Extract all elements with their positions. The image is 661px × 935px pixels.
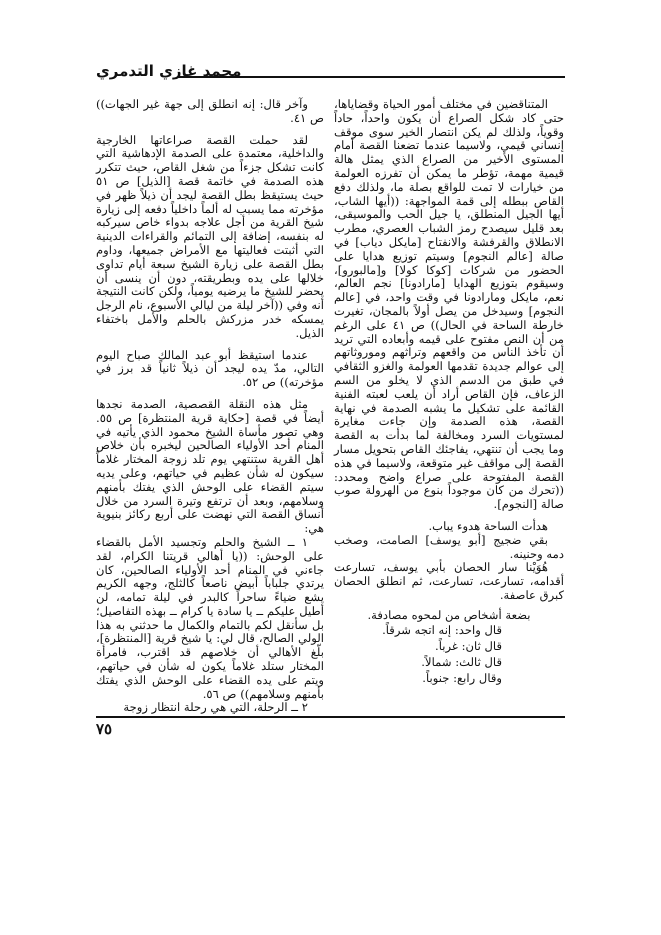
left-column bbox=[96, 98, 324, 715]
paragraph: وآخر قال: إنه انطلق إلى جهة غير الجهات)) ص ٤١. bbox=[96, 97, 324, 125]
paragraph: لقد حملت القصة صراعاتها الخارجية والداخلية، معتمدة على الصدمة الإدهاشية التي كانت تشكل جزءاً من شغل القاص، حيث تتكرر هذه الصدمة في خاتمة قصة [الذيل] ص ٥١ حيث يستيقظ بطل القصة ليجد أن ذيلاً ظهر في مؤخرته مما يسبب له ألماً داخلياً دفعه إلى زيارة شيخ القرية من أجل علاجه بدواء خاص سيركبه له بنفسه، إضافة إلى التمائم والقراءات الدينية التي أثبتت فعاليتها مع الأمراض جميعها، وداوم بطل القصة على زيارة الشيخ سبعة أيام تداوى خلالها على يده وبطريقته، دون أن ينسى أن يحضر للشيخ ما يرضيه يومياً، ولكن كانت النتيجة أنه وفي ((آخر ليلة من ليالي الأسبوع، نام الرجل يمسكه خدر مزركش بالحلم والأمل باختفاء الذيل. bbox=[96, 132, 324, 340]
centered-line: بضعة أشخاص من لمحوه مصادفة. bbox=[367, 607, 531, 622]
dialogue-line: قال واحد: إنه اتجه شرقاً. bbox=[382, 623, 502, 638]
quote-line: هدأت الساحة هدوء يباب. bbox=[428, 518, 548, 533]
dialogue-line: قال ثالث: شمالاً. bbox=[421, 655, 502, 670]
paragraph: عندما استيقظ أبو عبد المالك صباح اليوم التالي، مدّ يده ليجد أن ذيلاً ثانياً قد برز في مؤخرته)) ص ٥٢. bbox=[96, 347, 324, 390]
paragraph: مثل هذه النقلة القصصية، الصدمة نجدها أيضاً في قصة [حكاية قرية المنتظرة] ص ٥٥. وهي تصور مأساة الشيخ محمود الذي يأتيه في المنام أحد الأولياء الصالحين ليخبره بأن خلاص أهل القرية ستنتهي يوم تلد زوجة المختار غلاماً سيكون له شأن عظيم في حياتهم، وعلى يديه سيتم القضاء على الوحش الذي يفتك بأمنهم وسلامهم، وبعد أن ترتفع وتيرة السرد من خلال أنساق القصة التي نهضت على أربع ركائز بنيوية هي: bbox=[96, 396, 324, 536]
footer-rule bbox=[96, 716, 565, 718]
page-number: ٧٥ bbox=[96, 720, 113, 738]
quote-line: هُوَيْنا سار الحصان بأبي يوسف، تسارعت أقدامه، تسارعت، تسارعت، ثم انطلق الحصان كبرق عاصفة. bbox=[334, 560, 564, 602]
dialogue-line: وقال رابع: جنوباً. bbox=[422, 670, 502, 685]
dialogue-line: قال ثان: غرباً. bbox=[435, 639, 502, 654]
right-column bbox=[334, 98, 564, 686]
quote-line: بقي ضجيج [أبو يوسف] الصامت، وصخب دمه وحنينه. bbox=[334, 532, 564, 561]
paragraph: المتناقضين في مختلف أمور الحياة وقضاياها، حتى كاد شكل الصراع أن يكون واحداً، حاداً وقوياً، ولذلك لم يكن انتصار الخير سوى موقف إنساني قيمي، ولاسيما عندما تضعنا القصة أمام المستوى الأخير من الصراع الذي يمثل هالة قيمية مهمة، تؤطر ما يمكن أن تفرزه العولمة من خيارات لا تمت للواقع بصلة ما، ولذلك دفع القاص ببطله إلى قمة المواجهة: ((أيها الشاب، أيها الجيل المنطلق، يا جيل الحب والموسيقى، بعد قليل سيصدح رمز الشباب العصري، مطرب الانطلاق والقرفشة والانفتاح [مايكل دياب] في صالة [عالم النجوم] وسيتم توزيع هدايا على الحضور من شركات [كوكا كولا] و[مالبورو]، وسيقوم بتوزيع الهدايا [مارادونا] نجم العالم، نعم، مايكل ومارادونا في وقت واحد، في [عالم النجوم] وسيدخل من يصل أولاً بالمجان، تغيرت خارطة الساحة في الحال)) ص ٤١ على الرغم من أن النص مفتوح على قيمه وأبعاده التي تريد أن تأخذ الناس من واقعهم وتراثهم وموروثاتهم إلى عوالم جديدة تقدمها العولمة والغزو الثقافي في طبق من الدسم الذي لا يخلو من السم الزعاف، فإن القاص أراد أن يلعب لعبته الفنية القائمة على تشكيل ما يشبه الصدمة في نهاية القصة، هذه الصدمة وإن جاءت مغايرة لمستويات السرد ومخالفة لما بدأت به القصة وما يجب أن تنتهي، يفاجئك القاص بتحويل مسار القصة إلى مواقف غير متوقعة، ولاسيما في هذه القصة المفتوحة على صراع واضح ومحدد: ((تحرك من كان موجوداً بنوع من الهرولة صوب صالة [النجوم]. bbox=[334, 97, 564, 512]
author-name: محمد غازي التدمري bbox=[96, 62, 242, 80]
paragraph: ٢ ــ الرحلة، التي هي رحلة انتظار زوجة bbox=[123, 700, 308, 715]
paragraph: ١ ــ الشيخ والحلم وتجسيد الأمل بالقضاء على الوحش: ((يا أهالي قريتنا الكرام، لقد جاءني في المنام أحد الأولياء الصالحين، كان يرتدي جلباباً أبيض ناصعاً كالثلج، وجهه الكريم يشع ضياءً ساحراً كالبدر في ليلة تمامه، لن أطيل عليكم ــ يا سادة يا كرام ــ بهذه التفاصيل؛ بل سأنقل لكم بالتمام والكمال ما حدثني به هذا الولي الصالح، قال لي: يا شيخ قرية [المنتظرة]، بلّغ الأهالي أن خلاصهم قد اقترب، فامرأة المختار ستلد غلاماً يكون له شأن في حياتهم، ويتم على يده القضاء على الوحش الذي يفتك بأمنهم وسلامهم)) ص ٥٦. bbox=[96, 534, 324, 701]
